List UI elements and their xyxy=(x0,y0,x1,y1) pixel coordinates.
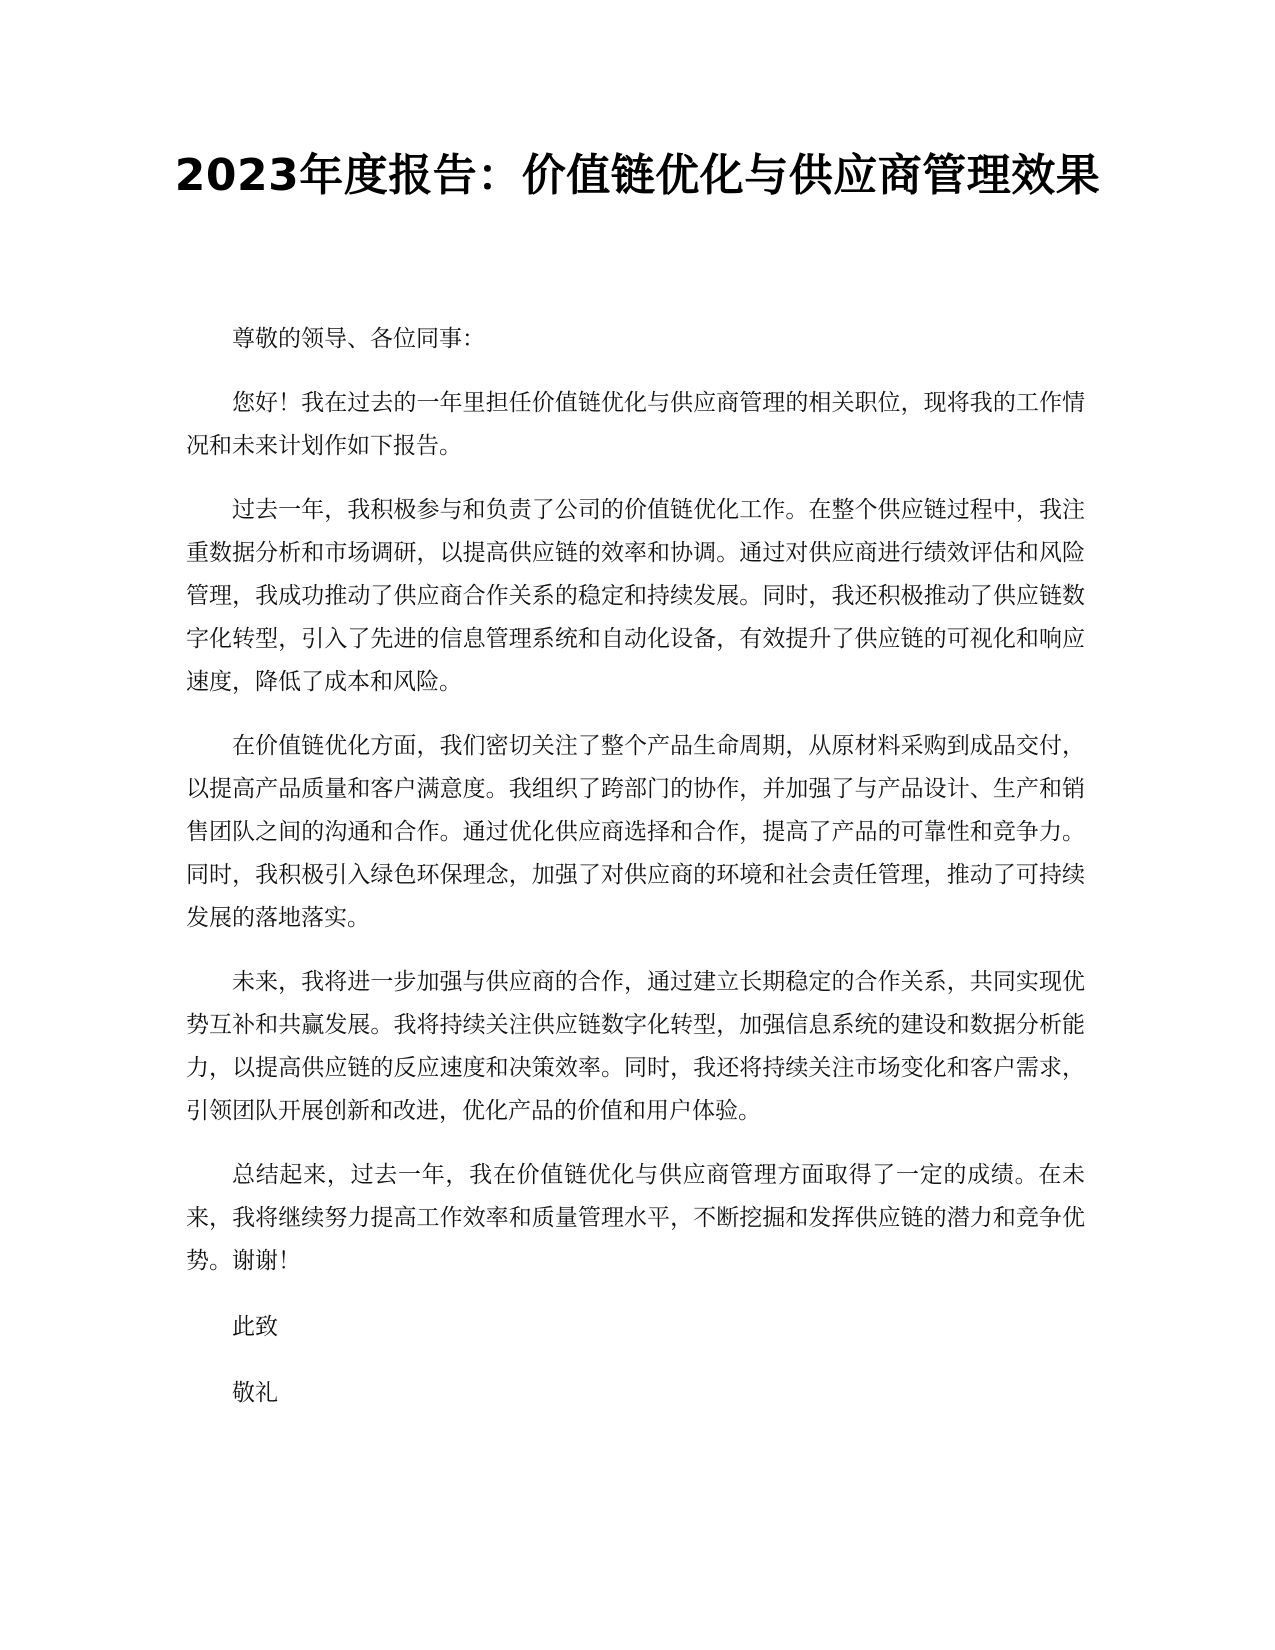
closing-line-2: 敬礼 xyxy=(232,1380,278,1406)
paragraph-future: 未来，我将进一步加强与供应商的合作，通过建立长期稳定的合作关系，共同实现优势互补和共赢发展。我将持续关注供应链数字化转型，加强信息系统的建设和数据分析能力，以提高供应链的反应速度和决策效率。同时，我还将持续关注市场变化和客户需求，引领团队开展创新和改进，优化产品的价值和用户体验。 xyxy=(186,969,1085,1124)
paragraph-greeting: 您好！我在过去的一年里担任价值链优化与供应商管理的相关职位，现将我的工作情况和未来计划作如下报告。 xyxy=(186,390,1085,459)
paragraph-past-year: 过去一年，我积极参与和负责了公司的价值链优化工作。在整个供应链过程中，我注重数据分析和市场调研，以提高供应链的效率和协调。通过对供应商进行绩效评估和风险管理，我成功推动了供应商合作关系的稳定和持续发展。同时，我还积极推动了供应链数字化转型，引入了先进的信息管理系统和自动化设备，有效提升了供应链的可视化和响应速度，降低了成本和风险。 xyxy=(186,497,1085,695)
document-title: 2023年度报告：价值链优化与供应商管理效果 xyxy=(174,150,1101,201)
paragraph-value-chain: 在价值链优化方面，我们密切关注了整个产品生命周期，从原材料采购到成品交付，以提高产品质量和客户满意度。我组织了跨部门的协作，并加强了与产品设计、生产和销售团队之间的沟通和合作。通过优化供应商选择和合作，提高了产品的可靠性和竞争力。同时，我积极引入绿色环保理念，加强了对供应商的环境和社会责任管理，推动了可持续发展的落地落实。 xyxy=(186,733,1085,931)
salutation: 尊敬的领导、各位同事： xyxy=(232,326,485,352)
paragraph-summary: 总结起来，过去一年，我在价值链优化与供应商管理方面取得了一定的成绩。在未来，我将继续努力提高工作效率和质量管理水平，不断挖掘和发挥供应链的潜力和竞争优势。谢谢！ xyxy=(186,1162,1085,1274)
document-body xyxy=(186,318,1085,1415)
closing-line-1: 此致 xyxy=(232,1314,278,1340)
